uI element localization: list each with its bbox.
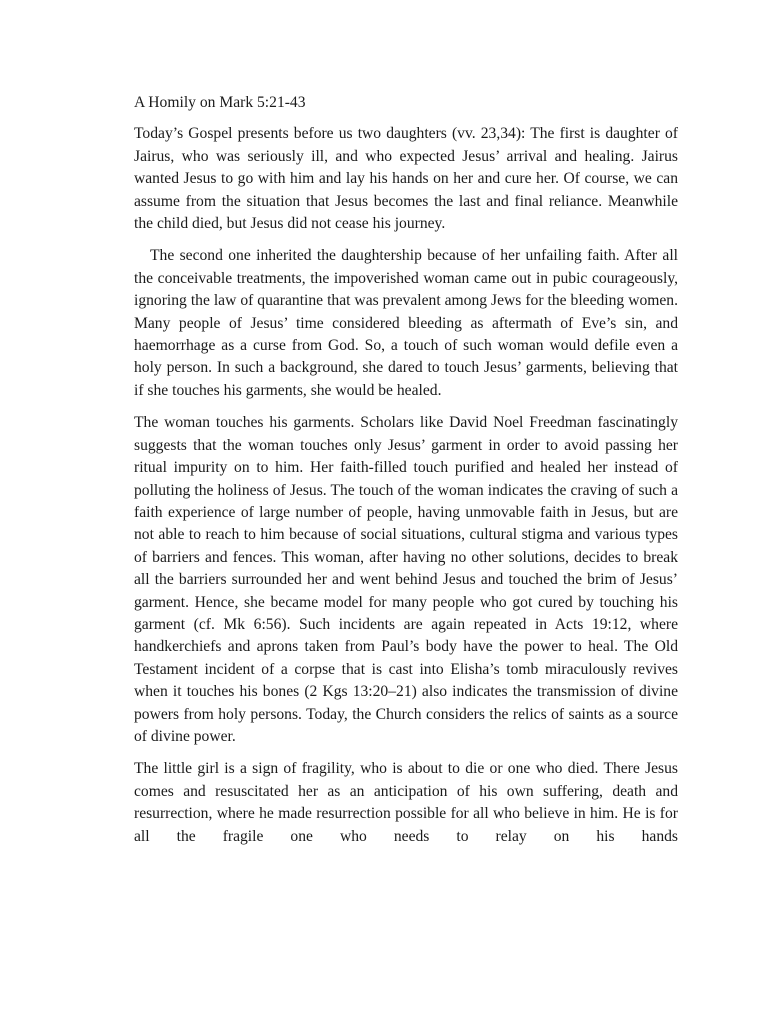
document-title: A Homily on Mark 5:21-43 — [134, 94, 306, 111]
paragraph-bleeding-woman: The second one inherited the daughtership because of her unfailing faith. After all the conceivable treatments, the impoverished woman came out in pubic courageously, ignoring the law of quarantine that was prevalent among Jews for the bleeding women. Many people of Jesus’ time considered bleeding as aftermath of Eve’s sin, and haemorrhage as a curse from God. So, a touch of such woman would defile even a holy person. In such a background, she dared to touch Jesus’ garments, believing that if she touches his garments, she would be healed. — [134, 247, 678, 399]
paragraph-jairus-daughter: Today’s Gospel presents before us two daughters (vv. 23,34): The first is daughter of Jairus, who was seriously ill, and who expected Jesus’ arrival and healing. Jairus wanted Jesus to go with him and lay his hands on her and cure her. Of course, we can assume from the situation that Jesus becomes the last and final reliance. Meanwhile the child died, but Jesus did not cease his journey. — [134, 125, 678, 233]
document-page — [134, 92, 678, 848]
paragraph-little-girl: The little girl is a sign of fragility, who is about to die or one who died. There Jesus comes and resuscitated her as an anticipation of his own suffering, death and resurrection, where he made resurrection possible for all who believe in him. He is for all the fragile one who needs to relay on his hands — [134, 760, 678, 845]
paragraph-touching-garments: The woman touches his garments. Scholars like David Noel Freedman fascinatingly suggests that the woman touches only Jesus’ garment in order to avoid passing her ritual impurity on to him. Her faith-filled touch purified and healed her instead of polluting the holiness of Jesus. The touch of the woman indicates the craving of such a faith experience of large number of people, having unmovable faith in Jesus, but are not able to reach to him because of social situations, cultural stigma and various types of barriers and fences. This woman, after having no other solutions, decides to break all the barriers surrounded her and went behind Jesus and touched the brim of Jesus’ garment. Hence, she became model for many people who got cured by touching his garment (cf. Mk 6:56). Such incidents are again repeated in Acts 19:12, where handkerchiefs and aprons taken from Paul’s body have the power to heal. The Old Testament incident of a corpse that is cast into Elisha’s tomb miraculously revives when it touches his bones (2 Kgs 13:20–21) also indicates the transmission of divine powers from holy persons. Today, the Church considers the relics of saints as a source of divine power. — [134, 414, 678, 745]
